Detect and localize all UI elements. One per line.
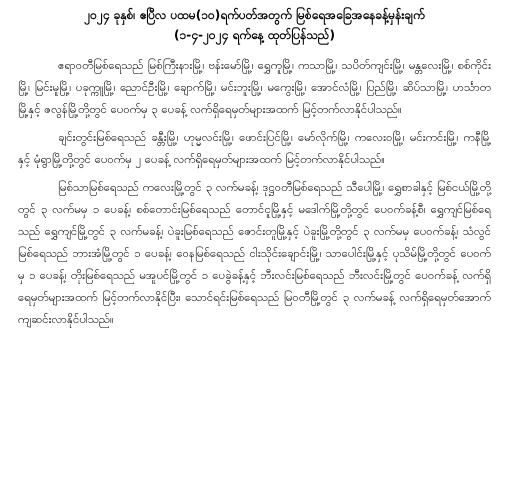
paragraph-other-rivers: မြစ်သာမြစ်ရေသည် ကလေးမြို့တွင် ၃ လက်မခန့်၊ ဒုဋ္ဌဝတီမြစ်ရေသည် သီပေါမြို့၊ ရွှေစာခါနှင့် မြစ်ငယ်မြို့တို့တွင် ၃ လက်မမှ ၁ ပေခန့်၊ စစ်တောင်းမြစ်ရေသည် တောင်ငူမြို့နှင့် မဒေါက်မြို့တို့တွင် ပေ၀က်ခန့်စီ၊ ရွှေကျင်မြစ်ရေသည် ရွှေကျင်မြို့တွင် ၃ လက်မခန့်၊ ပဲခူးမြစ်ရေသည် ဇောင်းတူမြို့နှင့် ပဲခူးမြို့တို့တွင် ၃ လက်မမှ ပေ၀က်ခန့်၊ သံလွင်မြစ်ရေသည် ဘားအံမြို့တွင် ၁ ပေခန့်၊ ဝေနမြစ်ရေသည် ငါးသိုင်းချောင်းမြို့၊ သာပေါင်းမြို့နှင့် ပုသိမ်မြို့တို့တွင် ပေ၀က်မှ ၁ ပေခန့်၊ တိုးမြစ်ရေသည် မအူပင်မြို့တွင် ၁ ပေခွဲခန့်နှင့် ဘီးလင်းမြစ်ရေသည် ဘီးလင်းမြို့တွင် ပေ၀က်ခန့် လက်ရှိရေမှတ်များအထက် မြင့်တက်လာနိုင်ပြီး၊ သောင်ရင်းမြစ်ရေသည် မြဝတီမြို့တွင် ၃ လက်မခန့် လက်ရှိရေမှတ်အောက် ကျဆင်းလာနိုင်ပါသည်။ xyxy=(18,180,491,326)
paragraph-chindwin: ချင်းတွင်းမြစ်ရေသည် ခန္တီးမြို့၊ ဟုမ္မလင်းမြို့၊ ဖောင်းပြင်မြို့၊ မော်လိုက်မြို့၊ ကလေးဝမြို့၊ မင်းကင်းမြို့၊ ကနီမြို့နှင့် မုံရွာမြို့တို့တွင် ပေ၀က်မှ ၂ ပေခန့် လက်ရှိရေမှတ်များအထက် မြင့်တက်လာနိုင်ပါသည်။ xyxy=(18,130,491,166)
document-subtitle: (၁-၄-၂၀၂၄ ရက်နေ့ ထုတ်ပြန်သည်) xyxy=(174,28,335,42)
paragraph-irrawaddy: ဧရာဝတီမြစ်ရေသည် မြစ်ကြီးနားမြို့၊ ဗန်းမော်မြို့၊ ရွှေကူမြို့၊ ကသာမြို့၊ သပိတ်ကျင်းမြို့၊ မန္တလေးမြို့၊ စစ်ကိုင်းမြို့၊ မြင်းမူမြို့၊ ပခုက္ကူမြို့၊ ညောင်ဦးမြို့၊ ချောက်မြို့၊ မင်းဘူးမြို့၊ မကွေးမြို့၊ အောင်လံမြို့၊ ပြည်မြို့၊ ဆိပ်သာမြို့၊ ဟင်္သာတမြို့နှင့် ဇလွန်မြို့တို့တွင် ပေ၀က်မှ ၃ ပေခန့် လက်ရှိရေမှတ်များအထက် မြင့်တက်လာနိုင်ပါသည်။ xyxy=(18,58,491,116)
document-title: ၂၀၂၄ ခုနှစ်၊ ဧပြီလ ပထမ(၁၀)ရက်ပတ်အတွက် မြစ်ရေအခြေအနေခန့်မှန်းချက် xyxy=(84,8,425,22)
